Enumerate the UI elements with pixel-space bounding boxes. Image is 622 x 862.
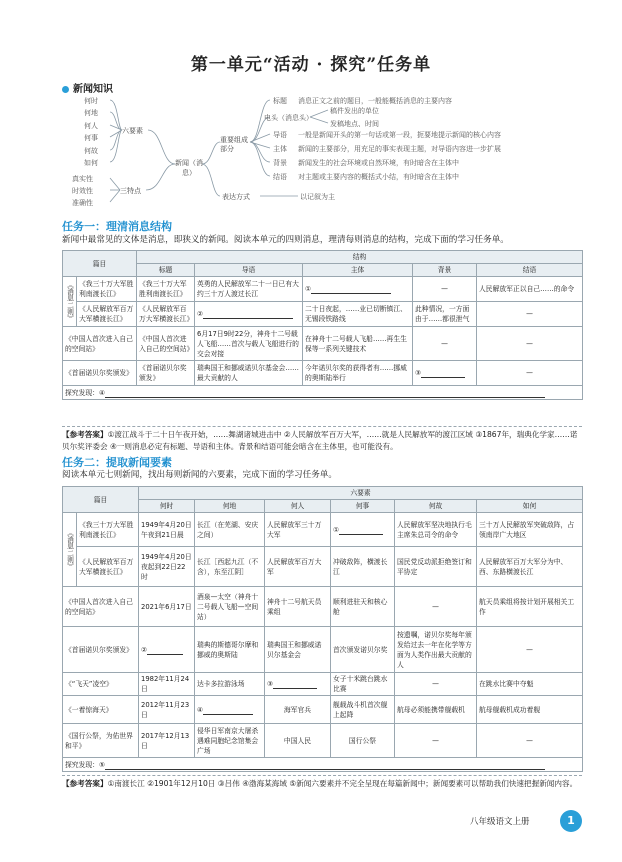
table-row [63, 547, 583, 587]
table-cell: — [413, 327, 477, 361]
table-cell: 酒泉—太空（神舟十二号载人飞船—空间站） [195, 587, 265, 627]
task1-col-body: 主体 [303, 264, 413, 277]
feature-timeliness: 时效性 [72, 187, 93, 195]
table-cell: — [477, 327, 583, 361]
table-row [63, 327, 583, 361]
footer-book: 八年级语文上册 [470, 817, 530, 827]
blank-line [421, 369, 465, 378]
blank-line [311, 285, 391, 294]
table-cell: 《中国人首次进入自己的空间站》 [63, 587, 139, 627]
blank-line [105, 389, 545, 398]
table-cell: 1949年4月20日夜起到22日22时 [139, 547, 195, 587]
feature-accuracy: 准确性 [72, 199, 93, 207]
table-cell: 瑞典的斯德哥尔摩和挪威的奥斯陆 [195, 627, 265, 673]
table-cell: 1982年11月24日 [139, 673, 195, 696]
task2-col-what: 何事 [331, 500, 395, 513]
method-value: 以记叙为主 [300, 193, 335, 201]
table-cell: 《首届诺贝尔奖颁发》 [63, 361, 137, 386]
task1-col-title: 篇目 [63, 251, 137, 277]
answer-blank[interactable] [265, 673, 331, 696]
part-ending-term: 结语 [273, 173, 287, 181]
part-title-desc: 消息正文之前的题目，一般能概括消息的主要内容 [298, 97, 452, 105]
task1-col-structure: 结构 [137, 251, 583, 264]
six-element-where: 何地 [84, 109, 98, 117]
table-cell: 长江［西起九江（不含），东至江阴］ [195, 547, 265, 587]
task2-col-where: 何地 [195, 500, 265, 513]
task2-subheader-row [63, 500, 583, 513]
table-cell: 《我三十万大军胜利南渡长江》 [77, 277, 137, 302]
blank-number: ① [305, 285, 312, 293]
task2-col-how: 如何 [477, 500, 583, 513]
discovery-label: 探究发现：④ [65, 388, 106, 397]
six-element-how: 如何 [84, 159, 98, 167]
blank-number: ① [333, 525, 340, 534]
blank-line [203, 310, 293, 319]
part-intro-desc: 一般是新闻开头的第一句话或第一段，扼要地提示新闻的核心内容 [298, 131, 501, 139]
table-cell: 人民解放军三十万大军 [265, 513, 331, 547]
answer-text: ①渡江战斗于二十日午夜开始，……舞湖诸城进击中 ②人民解放军百万大军，……就是人民解放军的渡江区域 ③1867年，瑞典化学家……诺贝尔奖评委会 ④一则消息必定有标题、导语和主体。背景和结语可能会暗含在主体里，也可能没有。 [62, 430, 578, 451]
blank-number: ③ [415, 369, 422, 377]
table-cell: 2021年6月17日 [139, 587, 195, 627]
task1-col-background: 背景 [413, 264, 477, 277]
blank-number: ④ [197, 705, 204, 714]
task1-table [62, 250, 583, 400]
table-cell: 人民解放军百万大军 [265, 547, 331, 587]
table-cell: 《首届诺贝尔奖颁发》 [137, 361, 195, 386]
task1-group-label: 《消息二则》 [63, 277, 77, 327]
table-cell: — [477, 361, 583, 386]
task1-header-row [63, 251, 583, 264]
table-cell: 此种情况，一方面由于……都很泄气 [413, 302, 477, 327]
table-cell: 女子十米跳台跳水比赛 [331, 673, 395, 696]
mindmap-center: 新闻（消息） [175, 159, 203, 177]
table-cell: 侵华日军南京大屠杀遇难同胞纪念馆集会广场 [195, 724, 265, 758]
discovery-blank[interactable] [63, 386, 583, 400]
blank-line [273, 680, 317, 689]
table-cell: 《人民解放军百万大军横渡长江》 [77, 547, 139, 587]
table-cell: 《中国人首次进入自己的空间站》 [63, 327, 137, 361]
table-cell: 航母舰载机成功着舰 [477, 696, 583, 724]
part-intro-term: 导语 [273, 131, 287, 139]
part-ending-desc: 对主题或主要内容的概括式小结，有时暗含在主体中 [298, 173, 459, 181]
table-cell: 二十日夜起，……业已切断镇江、无锡段铁路线 [303, 302, 413, 327]
part-title-term: 标题 [273, 97, 287, 105]
blank-line [339, 526, 383, 535]
table-cell: — [395, 673, 477, 696]
task2-table [62, 486, 583, 772]
task2-group-label: 《消息二则》 [63, 513, 77, 587]
six-elements-label: 六要素 [122, 127, 143, 135]
table-row [63, 696, 583, 724]
table-row [63, 724, 583, 758]
table-cell: 舰载战斗机首次舰上起降 [331, 696, 395, 724]
table-row [63, 302, 583, 327]
knowledge-mindmap [70, 92, 590, 214]
table-row [63, 627, 583, 673]
table-cell: 长江（在芜湖、安庆之间） [195, 513, 265, 547]
task1-col-ending: 结语 [477, 264, 583, 277]
table-cell: 《一着惊海天》 [63, 696, 139, 724]
table-cell: — [477, 302, 583, 327]
part-lead-a: 稿件发出的单位 [330, 107, 379, 115]
table-cell: 国行公祭 [331, 724, 395, 758]
blank-line [105, 761, 545, 770]
blank-line [147, 646, 183, 655]
task1-answer [62, 426, 582, 453]
table-cell: 在神舟十二号载人飞船……再生生保等一系列关键技术 [303, 327, 413, 361]
table-cell: 冲破敌阵，横渡长江 [331, 547, 395, 587]
task2-col-six: 六要素 [139, 487, 583, 500]
answer-blank[interactable] [303, 277, 413, 302]
answer-label: 【参考答案】 [62, 430, 108, 439]
feature-truth: 真实性 [72, 175, 93, 183]
page-number: 1 [560, 810, 582, 832]
table-row [63, 673, 583, 696]
blank-number: ③ [267, 680, 274, 688]
task1-subheader-row [63, 264, 583, 277]
table-row [63, 277, 583, 302]
six-element-what: 何事 [84, 134, 98, 142]
task1-intro: 新闻中最常见的文体是消息，即狭义的新闻。阅读本单元的四则消息，理清每则消息的结构，完成下面的学习任务单。 [62, 235, 509, 245]
table-cell: 1949年4月20日午夜到21日晨 [139, 513, 195, 547]
table-cell: 2017年12月13日 [139, 724, 195, 758]
part-body-term: 主体 [273, 145, 287, 153]
answer-blank[interactable] [195, 696, 265, 724]
task2-heading: 任务二：提取新闻要素 [62, 456, 172, 469]
table-cell: 6月17日9时22分，神舟十二号载人飞船……首次与载人飞船进行的交会对接 [195, 327, 303, 361]
task1-discovery-row [63, 386, 583, 400]
table-cell: 航天员乘组将按计划开展相关工作 [477, 587, 583, 627]
blank-number: ② [197, 310, 204, 318]
task2-col-title: 篇目 [63, 487, 139, 513]
section-label-text: 新闻知识 [73, 84, 113, 95]
table-cell: — [477, 724, 583, 758]
table-cell: 瑞典国王和挪威诺贝尔基金会……最大贡献的人 [195, 361, 303, 386]
table-cell: 海军官兵 [265, 696, 331, 724]
features-label: 三特点 [120, 187, 141, 195]
table-cell: 按遗嘱，诺贝尔奖每年颁发给过去一年在化学等方面为人类作出最大贡献的人 [395, 627, 477, 673]
table-cell: 人民解放军正以自己……的命令 [477, 277, 583, 302]
task2-col-when: 何时 [139, 500, 195, 513]
table-cell: 《我三十万大军胜利南渡长江》 [77, 513, 139, 547]
part-body-desc: 新闻的主要部分，用充足的事实表现主题，对导语内容进一步扩展 [298, 145, 501, 153]
table-cell: 三十万人民解放军突破敌阵，占领南岸广大地区 [477, 513, 583, 547]
part-lead-term: 电头（消息头） [264, 114, 313, 122]
part-background-desc: 新闻发生的社会环境或自然环境，有时暗含在主体中 [298, 159, 459, 167]
method-label: 表达方式 [222, 193, 250, 201]
table-cell: 顺利进驻天和核心舱 [331, 587, 395, 627]
table-cell: 人民解放军坚决地执行毛主席朱总司令的命令 [395, 513, 477, 547]
task1-col-headline: 标题 [137, 264, 195, 277]
table-cell: 达卡多拉游泳场 [195, 673, 265, 696]
answer-blank[interactable] [331, 513, 395, 547]
table-cell: 《人民解放军百万大军横渡长江》 [77, 302, 137, 327]
task2-col-why: 何故 [395, 500, 477, 513]
table-cell: 航母必须能携带舰载机 [395, 696, 477, 724]
table-row [63, 513, 583, 547]
bullet-dot-icon [62, 86, 69, 93]
task2-answer [62, 775, 582, 790]
table-cell: 《我三十万大军胜利南渡长江》 [137, 277, 195, 302]
blank-number: ② [141, 645, 148, 654]
table-cell: 英勇的人民解放军二十一日已有大约三十万人渡过长江 [195, 277, 303, 302]
table-cell: 在跳水比赛中夺魁 [477, 673, 583, 696]
table-cell: — [477, 627, 583, 673]
discovery-blank[interactable] [63, 758, 583, 772]
answer-blank[interactable] [413, 361, 477, 386]
table-cell: 瑞典国王和挪威诺贝尔基金会 [265, 627, 331, 673]
table-cell: — [395, 724, 477, 758]
table-cell: 首次颁发诺贝尔奖 [331, 627, 395, 673]
table-cell: 国民党反动派拒绝签订和平协定 [395, 547, 477, 587]
table-cell: 中国人民 [265, 724, 331, 758]
table-cell: — [413, 277, 477, 302]
part-background-term: 背景 [273, 159, 287, 167]
task2-col-who: 何人 [265, 500, 331, 513]
part-lead-b: 发稿地点、时间 [330, 120, 379, 128]
task2-header-row [63, 487, 583, 500]
page-title: 第一单元“活动 · 探究”任务单 [190, 55, 432, 75]
table-row [63, 361, 583, 386]
table-cell: 人民解放军百万大军分为中、西、东路横渡长江 [477, 547, 583, 587]
six-element-why: 何故 [84, 147, 98, 155]
task1-col-lead: 导语 [195, 264, 303, 277]
table-cell: 《人民解放军百万大军横渡长江》 [137, 302, 195, 327]
blank-line [203, 706, 253, 715]
task2-intro: 阅读本单元七则新闻，找出每则新闻的六要素，完成下面的学习任务单。 [62, 470, 338, 480]
table-cell: 神舟十二号航天员乘组 [265, 587, 331, 627]
components-label: 重要组成部分 [220, 136, 248, 153]
table-cell: 《国行公祭，为佑世界和平》 [63, 724, 139, 758]
table-row [63, 587, 583, 627]
answer-label: 【参考答案】 [62, 779, 108, 788]
answer-blank[interactable] [139, 627, 195, 673]
table-cell: 《中国人首次进入自己的空间站》 [137, 327, 195, 361]
answer-text: ①南渡长江 ②1901年12月10日 ③吕伟 ④渤海某海域 ⑤新闻六要素并不完全呈现在每篇新闻中；新闻要素可以帮助我们快速把握新闻内容。 [107, 779, 578, 788]
table-cell: — [395, 587, 477, 627]
table-cell: 今年诺贝尔奖的获得者有……挪威的奥斯陆举行 [303, 361, 413, 386]
six-element-who: 何人 [84, 122, 98, 130]
task2-discovery-row [63, 758, 583, 772]
task1-heading: 任务一：理清消息结构 [62, 220, 172, 233]
discovery-label: 探究发现：⑤ [65, 760, 106, 769]
six-element-when: 何时 [84, 97, 98, 105]
table-cell: 2012年11月23日 [139, 696, 195, 724]
answer-blank[interactable] [195, 302, 303, 327]
table-cell: 《“飞天”凌空》 [63, 673, 139, 696]
table-cell: 《首届诺贝尔奖颁发》 [63, 627, 139, 673]
